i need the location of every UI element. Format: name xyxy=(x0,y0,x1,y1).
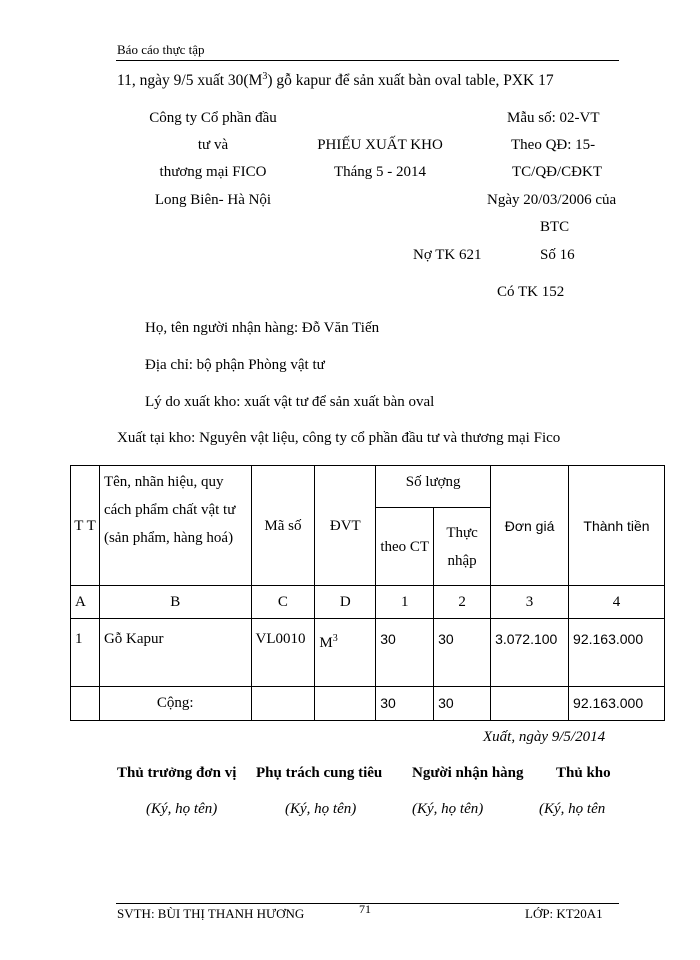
slip-number: Số 16 xyxy=(540,247,575,263)
company-line-1: Công ty Cổ phần đầu xyxy=(149,110,277,126)
total-row xyxy=(71,687,665,721)
signature-role-procurement: Phụ trách cung tiêu xyxy=(256,765,383,781)
header-amount: Thành tiền xyxy=(569,466,665,586)
letter-cell: 1 xyxy=(376,586,434,619)
signature-role-head: Thủ trưởng đơn vị xyxy=(117,765,237,781)
intro-text-before: 11, ngày 9/5 xuất 30(M xyxy=(117,72,263,90)
form-number: Mẫu số: 02-VT xyxy=(507,110,600,126)
table-row xyxy=(71,619,665,687)
row-code: VL0010 xyxy=(251,619,315,687)
row-unit-price: 3.072.100 xyxy=(491,619,569,687)
header-quantity: Số lượng xyxy=(376,466,491,508)
footer-page-number: 71 xyxy=(359,902,371,916)
total-qty-actual: 30 xyxy=(434,687,491,721)
letter-cell: 4 xyxy=(569,586,665,619)
receiver-field: Họ, tên người nhận hàng: Đỗ Văn Tiến xyxy=(145,320,380,336)
row-unit-text: M xyxy=(319,635,333,651)
total-label: Cộng: xyxy=(99,687,251,721)
header-unit-price: Đơn giá xyxy=(491,466,569,586)
row-qty-document: 30 xyxy=(376,619,434,687)
reason-field: Lý do xuất kho: xuất vật tư để sản xuất bàn oval xyxy=(145,394,435,410)
issue-date: Xuất, ngày 9/5/2014 xyxy=(483,729,606,745)
header-code: Mã số xyxy=(251,466,315,586)
total-empty-cell xyxy=(315,687,376,721)
signature-note-storekeeper: (Ký, họ tên xyxy=(539,801,606,817)
running-header: Báo cáo thực tập xyxy=(117,42,205,57)
footer-student: SVTH: BÙI THỊ THANH HƯƠNG xyxy=(117,906,305,921)
intro-line xyxy=(117,71,554,90)
form-issuer: BTC xyxy=(540,219,570,235)
footer-class: LỚP: KT20A1 xyxy=(525,906,603,921)
intro-text-after: ) gỗ kapur để sản xuất bàn oval table, PXK 17 xyxy=(267,72,554,90)
row-item-name: Gỗ Kapur xyxy=(99,619,251,687)
form-decision-code: TC/QĐ/CĐKT xyxy=(512,164,602,180)
total-qty-document: 30 xyxy=(376,687,434,721)
total-empty-cell xyxy=(491,687,569,721)
header-qty-actual: Thực nhập xyxy=(434,508,491,586)
company-line-2: tư và xyxy=(197,137,229,153)
letter-cell: B xyxy=(99,586,251,619)
header-rule xyxy=(116,60,619,61)
form-decision: Theo QĐ: 15- xyxy=(511,137,596,153)
company-line-4: Long Biên- Hà Nội xyxy=(154,192,272,208)
letter-row xyxy=(71,586,665,619)
header-item-name: Tên, nhãn hiệu, quy cách phẩm chất vật tư (sản phẩm, hàng hoá) xyxy=(99,466,251,586)
row-qty-actual: 30 xyxy=(434,619,491,687)
signature-note-head: (Ký, họ tên) xyxy=(146,801,218,817)
signature-note-procurement: (Ký, họ tên) xyxy=(285,801,357,817)
total-empty-cell xyxy=(251,687,315,721)
header-tt: T T xyxy=(71,466,100,586)
row-unit xyxy=(315,619,376,687)
debit-account: Nợ TK 621 xyxy=(413,247,482,263)
document-month: Tháng 5 - 2014 xyxy=(333,164,427,180)
address-field: Địa chỉ: bộ phận Phòng vật tư xyxy=(145,357,325,373)
row-amount: 92.163.000 xyxy=(569,619,665,687)
header-unit: ĐVT xyxy=(315,466,376,586)
document-title: PHIẾU XUẤT KHO xyxy=(317,137,443,153)
row-unit-superscript: 3 xyxy=(332,633,338,644)
letter-cell: C xyxy=(251,586,315,619)
letter-cell: 3 xyxy=(491,586,569,619)
signature-role-storekeeper: Thủ kho xyxy=(556,765,611,781)
credit-account: Có TK 152 xyxy=(497,284,565,300)
company-line-3: thương mại FICO xyxy=(159,164,267,180)
row-tt: 1 xyxy=(71,619,100,687)
signature-note-receiver: (Ký, họ tên) xyxy=(412,801,484,817)
total-empty-cell xyxy=(71,687,100,721)
letter-cell: 2 xyxy=(434,586,491,619)
letter-cell: A xyxy=(71,586,100,619)
total-amount: 92.163.000 xyxy=(569,687,665,721)
form-decision-date: Ngày 20/03/2006 của xyxy=(487,192,617,208)
issue-table xyxy=(70,465,665,721)
warehouse-field: Xuất tại kho: Nguyên vật liệu, công ty cổ phần đầu tư và thương mại Fico xyxy=(117,430,561,446)
letter-cell: D xyxy=(315,586,376,619)
signature-role-receiver: Người nhận hàng xyxy=(412,765,524,781)
header-qty-document: theo CT xyxy=(376,508,434,586)
intro-superscript: 3 xyxy=(262,71,268,82)
